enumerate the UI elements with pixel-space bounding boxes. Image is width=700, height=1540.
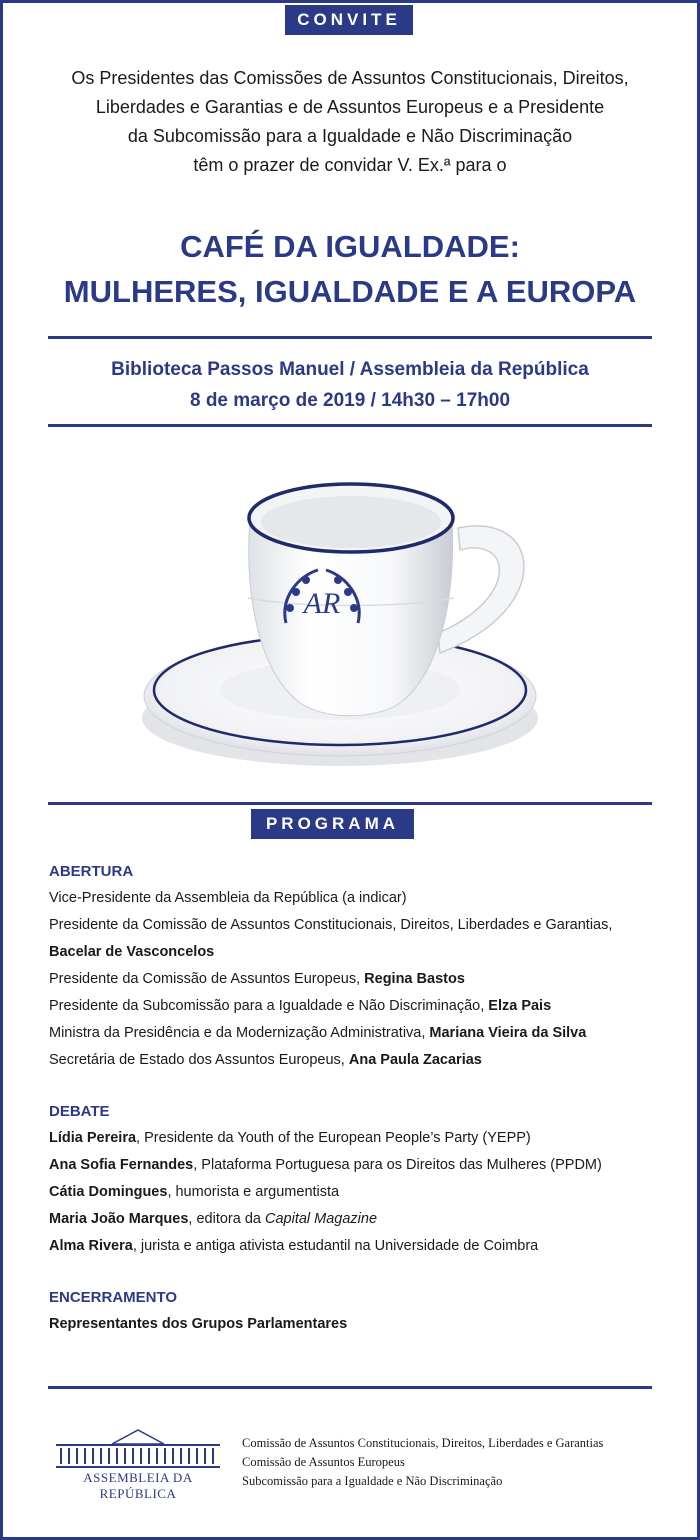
coffee-cup-image bbox=[140, 458, 560, 778]
publication-title: Capital Magazine bbox=[265, 1211, 378, 1227]
assembleia-logo-text: ASSEMBLEIA DA REPÚBLICA bbox=[83, 1470, 193, 1501]
program-speaker-name: Ana Paula Zacarias bbox=[348, 1052, 482, 1068]
intro-line: da Subcomissão para a Igualdade e Não Discriminação bbox=[127, 126, 573, 146]
event-title bbox=[20, 224, 680, 314]
section-title-encerramento: ENCERRAMENTO bbox=[49, 1289, 178, 1306]
program-speaker-name: Maria João Marques bbox=[49, 1211, 189, 1227]
intro-line: Os Presidentes das Comissões de Assuntos Constitucionais, Direitos, bbox=[71, 68, 629, 88]
program-speaker-name: Ana Sofia Fernandes bbox=[49, 1157, 194, 1173]
intro-line: Liberdades e Garantias e de Assuntos Europeus e a Presidente bbox=[95, 97, 605, 117]
program-line: Vice-Presidente da Assembleia da República (a indicar) bbox=[49, 890, 407, 906]
program-speaker-name: Lídia Pereira bbox=[49, 1130, 137, 1146]
divider bbox=[48, 802, 652, 805]
program-line bbox=[49, 1047, 669, 1074]
program-role: , humorista e argumentista bbox=[167, 1184, 340, 1200]
program-speaker-name: Elza Pais bbox=[488, 998, 552, 1014]
section-title-debate: DEBATE bbox=[49, 1103, 110, 1120]
program-speaker-name: Regina Bastos bbox=[364, 971, 465, 987]
program-line bbox=[49, 1125, 669, 1152]
program-list bbox=[49, 858, 669, 1338]
divider bbox=[48, 424, 652, 427]
intro-text bbox=[40, 64, 660, 180]
program-role: , editora da bbox=[188, 1211, 265, 1227]
programa-label: PROGRAMA bbox=[251, 809, 414, 839]
program-role: , Plataforma Portuguesa para os Direitos das Mulheres (PPDM) bbox=[193, 1157, 602, 1173]
intro-line: têm o prazer de convidar V. Ex.ª para o bbox=[193, 155, 507, 175]
program-role: , Presidente da Youth of the European People’s Party (YEPP) bbox=[136, 1130, 531, 1146]
program-line bbox=[49, 966, 669, 993]
venue-place: Biblioteca Passos Manuel / Assembleia da República bbox=[111, 359, 589, 380]
venue-datetime: 8 de março de 2019 / 14h30 – 17h00 bbox=[189, 390, 511, 411]
footer-organizers bbox=[242, 1434, 682, 1491]
program-line bbox=[49, 1179, 669, 1206]
header-convite-label: CONVITE bbox=[285, 5, 413, 35]
program-line bbox=[49, 1206, 669, 1233]
footer-line: Comissão de Assuntos Constitucionais, Direitos, Liberdades e Garantias bbox=[242, 1436, 604, 1450]
event-venue bbox=[20, 354, 680, 416]
program-line: Representantes dos Grupos Parlamentares bbox=[49, 1316, 348, 1332]
program-line bbox=[49, 993, 669, 1020]
event-title-line2: MULHERES, IGUALDADE E A EUROPA bbox=[63, 274, 637, 309]
footer-line: Subcomissão para a Igualdade e Não Discriminação bbox=[242, 1474, 503, 1488]
program-line bbox=[49, 1020, 669, 1047]
program-role: , jurista e antiga ativista estudantil na Universidade de Coimbra bbox=[132, 1238, 539, 1254]
program-line: Presidente da Comissão de Assuntos Constitucionais, Direitos, Liberdades e Garantias, bbox=[49, 917, 613, 933]
divider bbox=[48, 1386, 652, 1389]
program-speaker-name: Mariana Vieira da Silva bbox=[429, 1025, 587, 1041]
event-title-line1: CAFÉ DA IGUALDADE: bbox=[180, 229, 520, 264]
divider bbox=[48, 336, 652, 339]
program-role: Presidente da Comissão de Assuntos Europeus, bbox=[49, 971, 365, 987]
program-speaker-name: Cátia Domingues bbox=[49, 1184, 168, 1200]
program-speaker-name: Bacelar de Vasconcelos bbox=[49, 944, 215, 960]
program-role: Secretária de Estado dos Assuntos Europeus, bbox=[49, 1052, 349, 1068]
program-role: Ministra da Presidência e da Modernização Administrativa, bbox=[49, 1025, 430, 1041]
footer-line: Comissão de Assuntos Europeus bbox=[242, 1455, 405, 1469]
program-line bbox=[49, 1233, 669, 1260]
program-line bbox=[49, 1152, 669, 1179]
section-title-abertura: ABERTURA bbox=[49, 863, 134, 880]
program-speaker-name: Alma Rivera bbox=[49, 1238, 133, 1254]
program-role: Presidente da Subcomissão para a Igualdade e Não Discriminação, bbox=[49, 998, 489, 1014]
monogram-text: AR bbox=[303, 587, 341, 620]
